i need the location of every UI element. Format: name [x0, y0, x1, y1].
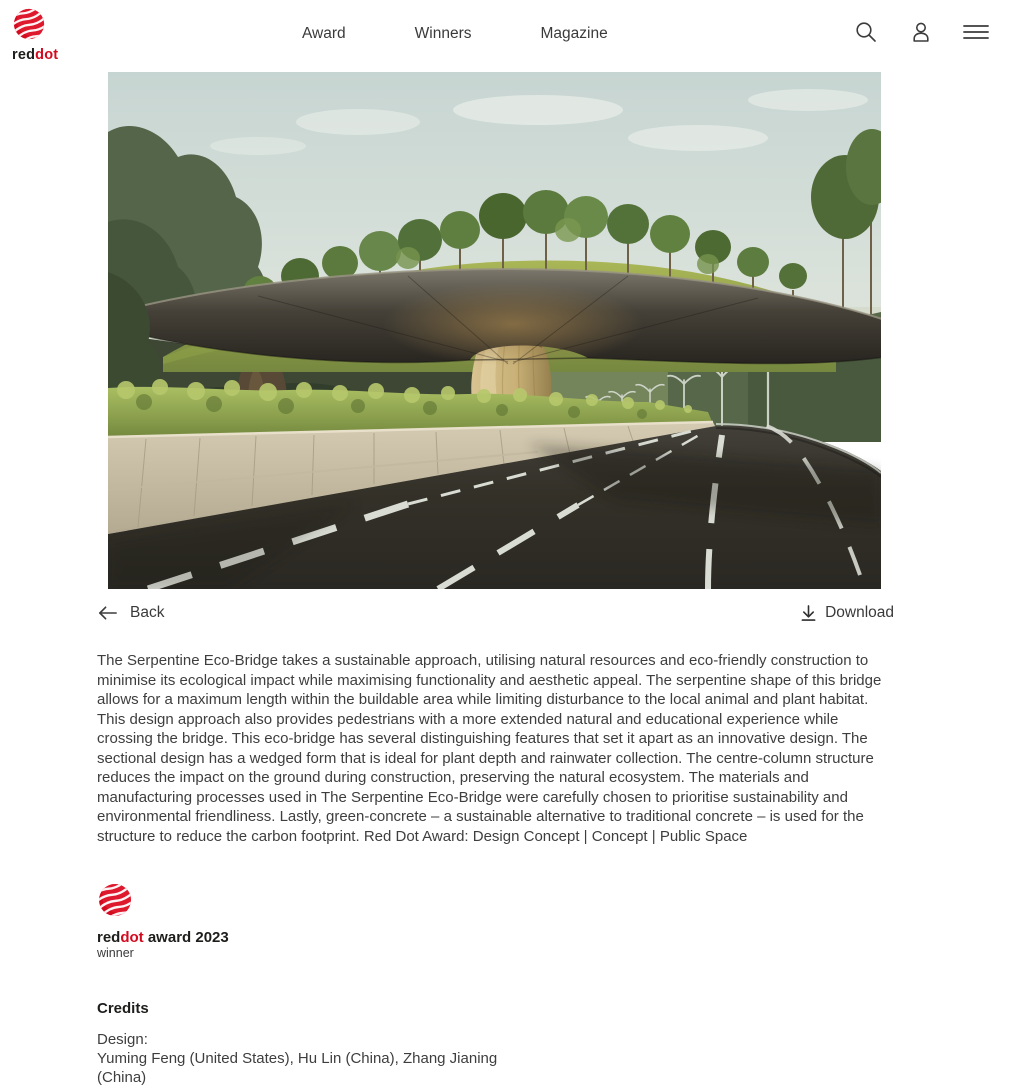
header-icons [852, 18, 990, 46]
search-icon [854, 20, 878, 44]
credits-names: Yuming Feng (United States), Hu Lin (China), Zhang Jianing (China) [97, 1050, 498, 1086]
credits-section [97, 1000, 894, 1087]
download-label: Download [825, 604, 894, 621]
account-button[interactable] [907, 18, 935, 46]
badge-word-dot: dot [120, 929, 144, 946]
badge-word-suffix: award 2023 [143, 929, 229, 946]
back-button[interactable] [97, 604, 164, 622]
eco-bridge-rendering [108, 72, 881, 589]
nav-item-magazine[interactable]: Magazine [540, 25, 608, 42]
credits-role-label: Design: [97, 1031, 148, 1048]
nav-item-winners[interactable]: Winners [414, 25, 472, 42]
badge-word-red: red [97, 929, 121, 946]
credits-heading: Credits [97, 1000, 149, 1017]
download-button[interactable] [800, 604, 894, 623]
award-badge [97, 882, 894, 960]
user-icon [909, 20, 933, 44]
logo-word-dot: dot [35, 47, 59, 63]
reddot-logo[interactable] [12, 7, 58, 63]
reddot-wordmark [12, 47, 58, 63]
menu-button[interactable] [962, 18, 990, 46]
search-button[interactable] [852, 18, 880, 46]
reddot-badge-icon [97, 882, 133, 918]
logo-word-red: red [12, 47, 36, 63]
hero-image [108, 72, 881, 589]
main-content [97, 72, 894, 1087]
site-header [0, 0, 1010, 72]
back-label: Back [130, 604, 165, 621]
arrow-left-icon [97, 605, 118, 621]
nav-item-award[interactable]: Award [302, 25, 346, 42]
project-description: The Serpentine Eco-Bridge takes a sustainable approach, utilising natural resources and eco-friendly construction to minimise its ecological impact while maximising functionality and aesthetic appeal. The serpentine shape of this bridge allows for a maximum length within the buildable area while limiting disturbance to the local animal and plant habitat. This design approach also provides pedestrians with a more extended natural and educational experience while crossing the bridge. This eco-bridge has several distinguishing features that set it apart as an innovative design. The sectional design has a wedged form that is ideal for plant depth and rainwater collection. The centre-column structure reduces the impact on the ground during construction, preserving the natural ecosystem. The materials and manufacturing processes used in The Serpentine Eco-Bridge were carefully chosen to prioritise sustainability and environmental friendliness. Lastly, green-concrete – a sustainable alternative to traditional concrete – is used for the structure to reduce the carbon footprint. Red Dot Award: Design Concept | Concept | Public Space [97, 652, 882, 845]
award-badge-title [97, 930, 894, 946]
actions-row [97, 601, 894, 625]
download-icon [800, 604, 817, 623]
award-badge-winner: winner [97, 946, 134, 960]
reddot-logo-icon [12, 7, 46, 41]
hamburger-menu-icon [963, 22, 989, 42]
main-nav [302, 25, 608, 43]
